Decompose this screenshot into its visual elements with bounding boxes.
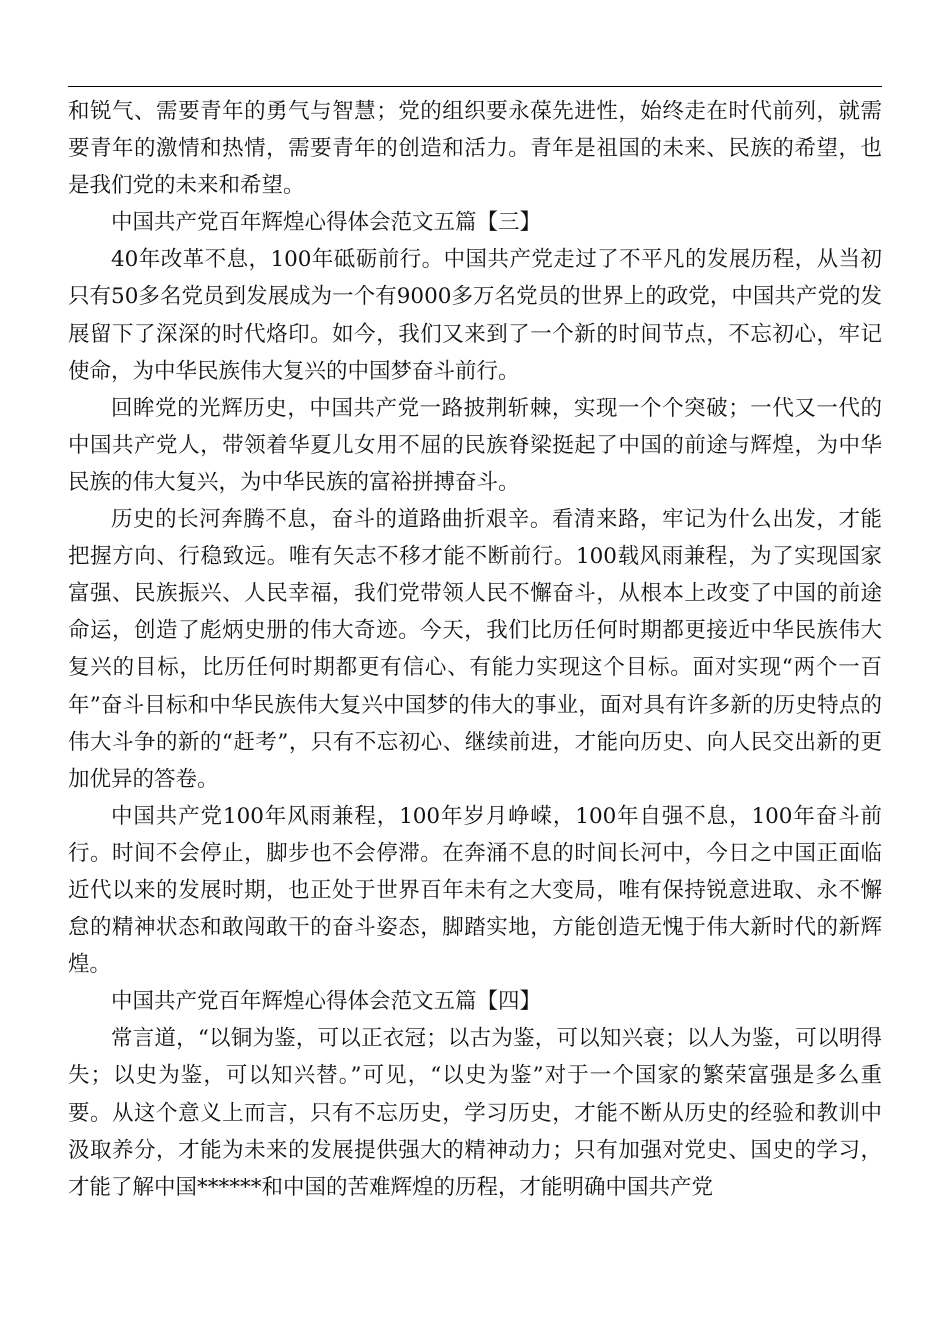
section-heading-three: 中国共产党百年辉煌心得体会范文五篇【三】 <box>111 210 542 236</box>
paragraph: 中国共产党100年风雨兼程，100年岁月峥嵘，100年自强不息，100年奋斗前行。时间不会停止，脚步也不会停滞。在奔涌不息的时间长河中，今日之中国正面临近代以来的发展时期，也正处于世界百年未有之大变局，唯有保持锐意进取、永不懈怠的精神状态和敢闯敢干的奋斗姿态，脚踏实地，方能创造无愧于伟大新时代的新辉煌。 <box>68 803 882 978</box>
paragraph-continued: 和锐气、需要青年的勇气与智慧；党的组织要永葆先进性，始终走在时代前列，就需要青年的激情和热情，需要青年的创造和活力。青年是祖国的未来、民族的希望，也是我们党的未来和希望。 <box>68 99 882 199</box>
paragraph: 常言道，“以铜为鉴，可以正衣冠；以古为鉴，可以知兴衰；以人为鉴，可以明得失；以史为鉴，可以知兴替。”可见，“以史为鉴”对于一个国家的繁荣富强是多么重要。从这个意义上而言，只有不忘历史，学习历史，才能不断从历史的经验和教训中汲取养分，才能为未来的发展提供强大的精神动力；只有加强对党史、国史的学习，才能了解中国******和中国的苦难辉煌的历程，才能明确中国共产党 <box>68 1026 882 1200</box>
paragraph: 40年改革不息，100年砥砺前行。中国共产党走过了不平凡的发展历程，从当初只有50多名党员到发展成为一个有9000多万名党员的世界上的政党，中国共产党的发展留下了深深的时代烙印。如今，我们又来到了一个新的时间节点，不忘初心，牢记使命，为中华民族伟大复兴的中国梦奋斗前行。 <box>68 247 882 384</box>
document-body <box>68 93 882 1206</box>
header-rule <box>68 86 882 87</box>
section-heading-four: 中国共产党百年辉煌心得体会范文五篇【四】 <box>111 989 542 1015</box>
paragraph: 回眸党的光辉历史，中国共产党一路披荆斩棘，实现一个个突破；一代又一代的中国共产党人，带领着华夏儿女用不屈的民族脊梁挺起了中国的前途与辉煌，为中华民族的伟大复兴，为中华民族的富裕拼搏奋斗。 <box>68 395 882 495</box>
paragraph: 历史的长河奔腾不息，奋斗的道路曲折艰辛。看清来路，牢记为什么出发，才能把握方向、行稳致远。唯有矢志不移才能不断前行。100载风雨兼程，为了实现国家富强、民族振兴、人民幸福，我们党带领人民不懈奋斗，从根本上改变了中国的前途命运，创造了彪炳史册的伟大奇迹。今天，我们比历任何时期都更接近中华民族伟大复兴的目标，比历任何时期都更有信心、有能力实现这个目标。面对实现“两个一百年”奋斗目标和中华民族伟大复兴中国梦的伟大的事业，面对具有许多新的历史特点的伟大斗争的新的“赶考”，只有不忘初心、继续前进，才能向历史、向人民交出新的更加优异的答卷。 <box>68 507 882 792</box>
